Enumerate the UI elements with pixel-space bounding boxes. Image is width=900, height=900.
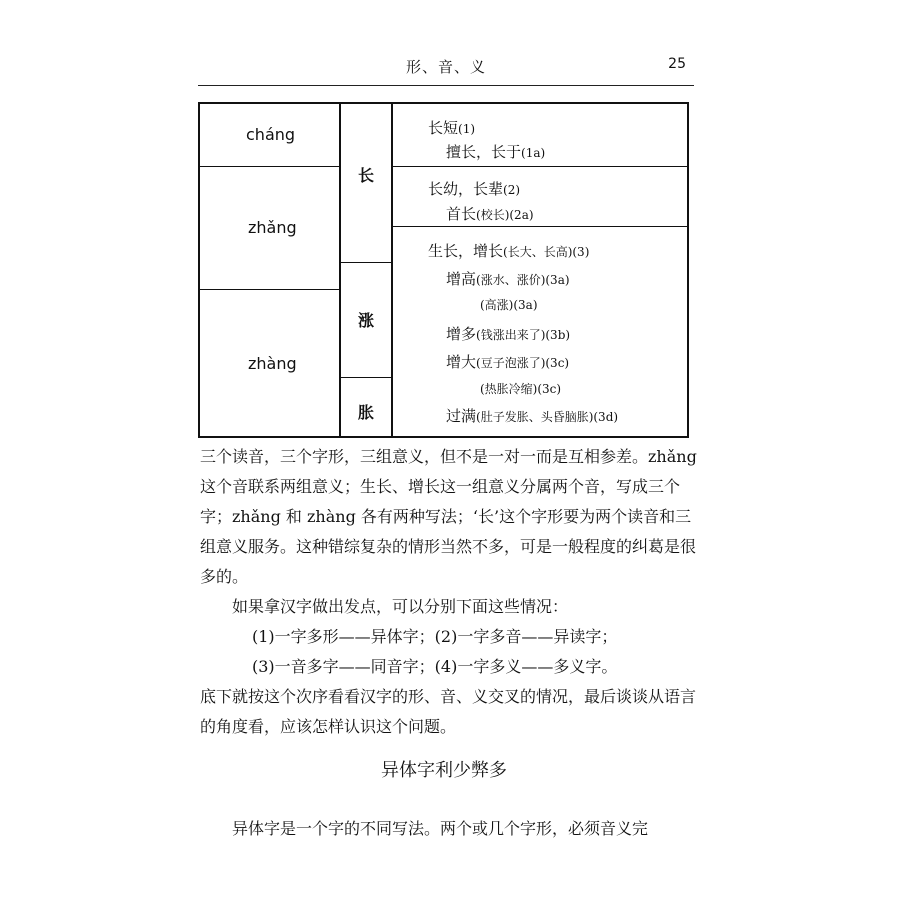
- page-header: [198, 50, 694, 86]
- paragraph-3: 底下就按这个次序看看汉字的形、音、义交叉的情况，最后谈谈从语言的角度看，应该怎样认识这个问题。: [200, 687, 697, 736]
- col-divider-2: [391, 104, 393, 436]
- running-title: 形、音、义: [405, 58, 486, 76]
- meaning-2a: 首长(校长)(2a): [446, 205, 534, 223]
- paragraph-4: 异体字是一个字的不同写法。两个或几个字形，必须音义完: [232, 819, 649, 838]
- meaning-1a: 擅长，长于(1a): [446, 143, 546, 161]
- pinyin-divider-2: [200, 289, 339, 290]
- paragraph-2: 如果拿汉字做出发点，可以分别下面这些情况：: [232, 597, 569, 616]
- meaning-divider-1: [393, 166, 687, 167]
- meaning-divider-2: [393, 226, 687, 227]
- header-rule: [198, 85, 694, 86]
- char-zhang-flesh: 胀: [358, 403, 375, 422]
- pinyin-zhang4: zhàng: [248, 354, 297, 373]
- pinyin-chang: cháng: [246, 125, 296, 144]
- char-divider-2: [339, 377, 393, 378]
- char-divider-1: [339, 262, 393, 263]
- meaning-3c: 增大(豆子泡涨了)(3c): [446, 353, 570, 371]
- pinyin-zhang3: zhǎng: [248, 218, 297, 237]
- page-number: 25: [668, 56, 686, 72]
- meaning-3a: 增高(涨水、涨价)(3a): [446, 270, 570, 288]
- meaning-3d: 过满(肚子发胀、头昏脑胀)(3d): [446, 407, 619, 425]
- reading-meaning-table: [198, 102, 689, 438]
- last-paragraph-block: [200, 814, 700, 844]
- meaning-3c-extra: (热胀冷缩)(3c): [480, 382, 562, 396]
- meaning-3b: 增多(钱涨出来了)(3b): [446, 325, 571, 343]
- body-text: [200, 442, 700, 742]
- meaning-3: 生长，增长(长大、长高)(3): [428, 242, 590, 260]
- section-heading: 异体字利少弊多: [381, 760, 507, 781]
- list-line-2: (3)一音多字——同音字；(4)一字多义——多义字。: [252, 657, 618, 676]
- paragraph-1: 三个读音，三个字形，三组意义，但不是一对一而是互相参差。zhǎng 这个音联系两组意义；生长、增长这一组意义分属两个音，写成三个字；zhǎng 和 zhàng 各有两种写法；‘长’这个字形要为两个读音和三组意义服务。这种错综复杂的情形当然不多，可是一般程度的纠葛是很多的。: [200, 447, 697, 586]
- meaning-2: 长幼，长辈(2): [428, 180, 521, 198]
- meaning-1: 长短(1): [428, 119, 476, 137]
- char-chang: 长: [358, 166, 375, 185]
- col-divider-1: [339, 104, 341, 436]
- char-zhang-water: 涨: [358, 311, 375, 330]
- pinyin-divider-1: [200, 166, 339, 167]
- meaning-3a-extra: (高涨)(3a): [480, 298, 538, 312]
- list-line-1: (1)一字多形——异体字；(2)一字多音——异读字；: [252, 627, 618, 646]
